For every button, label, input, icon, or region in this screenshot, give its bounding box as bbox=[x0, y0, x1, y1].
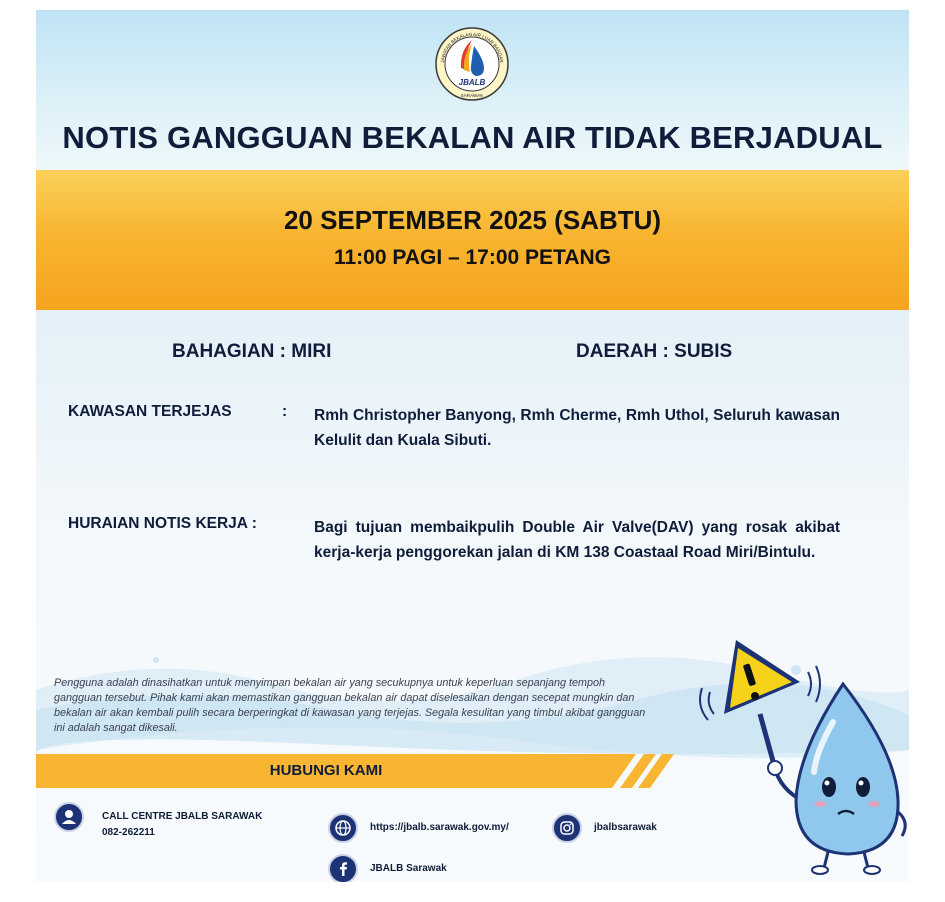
contact-title: HUBUNGI KAMI bbox=[269, 762, 383, 779]
jbalb-logo bbox=[434, 26, 510, 102]
facebook-icon bbox=[328, 854, 358, 882]
notice-poster bbox=[36, 10, 909, 882]
notice-time: 11:00 PAGI – 17:00 PETANG bbox=[333, 246, 611, 269]
notice-title: NOTIS GANGGUAN BEKALAN AIR TIDAK BERJADUAL bbox=[62, 120, 883, 155]
logo-name: JBALB bbox=[458, 78, 486, 87]
logo-ring-text: JABATAN BEKALAN AIR LUAR BANDAR bbox=[440, 31, 505, 63]
kawasan-terjejas-value: Rmh Christopher Banyong, Rmh Cherme, Rmh Uthol, Seluruh kawasan Kelulit dan Kuala Sibuti. bbox=[314, 407, 840, 449]
call-centre-phone[interactable]: 082-262211 bbox=[102, 827, 155, 838]
website-link[interactable]: https://jbalb.sarawak.gov.my/ bbox=[370, 822, 509, 833]
globe-icon bbox=[328, 813, 358, 843]
kawasan-terjejas-label: KAWASAN TERJEJAS bbox=[68, 403, 232, 420]
kawasan-colon: : bbox=[282, 403, 288, 420]
daerah-label: DAERAH : SUBIS bbox=[576, 341, 733, 362]
facebook-page[interactable]: JBALB Sarawak bbox=[370, 863, 447, 874]
advisory-text: Pengguna adalah dinasihatkan untuk menyimpan bekalan air yang secukupnya untuk keperluan sepanjang tempoh gangguan tersebut. Pihak kami akan memastikan gangguan bekalan air dapat diselesaikan dengan secepat mungkin dan bekalan air akan kembali pulih secara berperingkat di kawasan yang terjejas. Segala kesulitan yang timbul akibat gangguan ini adalah sangat dikesali. bbox=[54, 677, 646, 734]
call-centre-label: CALL CENTRE JBALB SARAWAK bbox=[102, 811, 263, 822]
instagram-handle[interactable]: jbalbsarawak bbox=[594, 822, 657, 833]
logo-bottom-text: SARAWAK bbox=[460, 93, 484, 98]
user-icon bbox=[54, 802, 84, 832]
bahagian-label: BAHAGIAN : MIRI bbox=[172, 341, 332, 362]
notice-date: 20 SEPTEMBER 2025 (SABTU) bbox=[283, 205, 662, 235]
date-band bbox=[36, 170, 909, 310]
huraian-notis-value: Bagi tujuan membaikpulih Double Air Valve(DAV) yang rosak akibat kerja-kerja penggorekan jalan di KM 138 Coastaal Road Miri/Bintulu. bbox=[314, 519, 840, 561]
warning-icon bbox=[700, 640, 820, 772]
water-drop-mascot bbox=[648, 622, 909, 882]
huraian-notis-label: HURAIAN NOTIS KERJA : bbox=[68, 515, 257, 532]
instagram-icon bbox=[552, 813, 582, 843]
